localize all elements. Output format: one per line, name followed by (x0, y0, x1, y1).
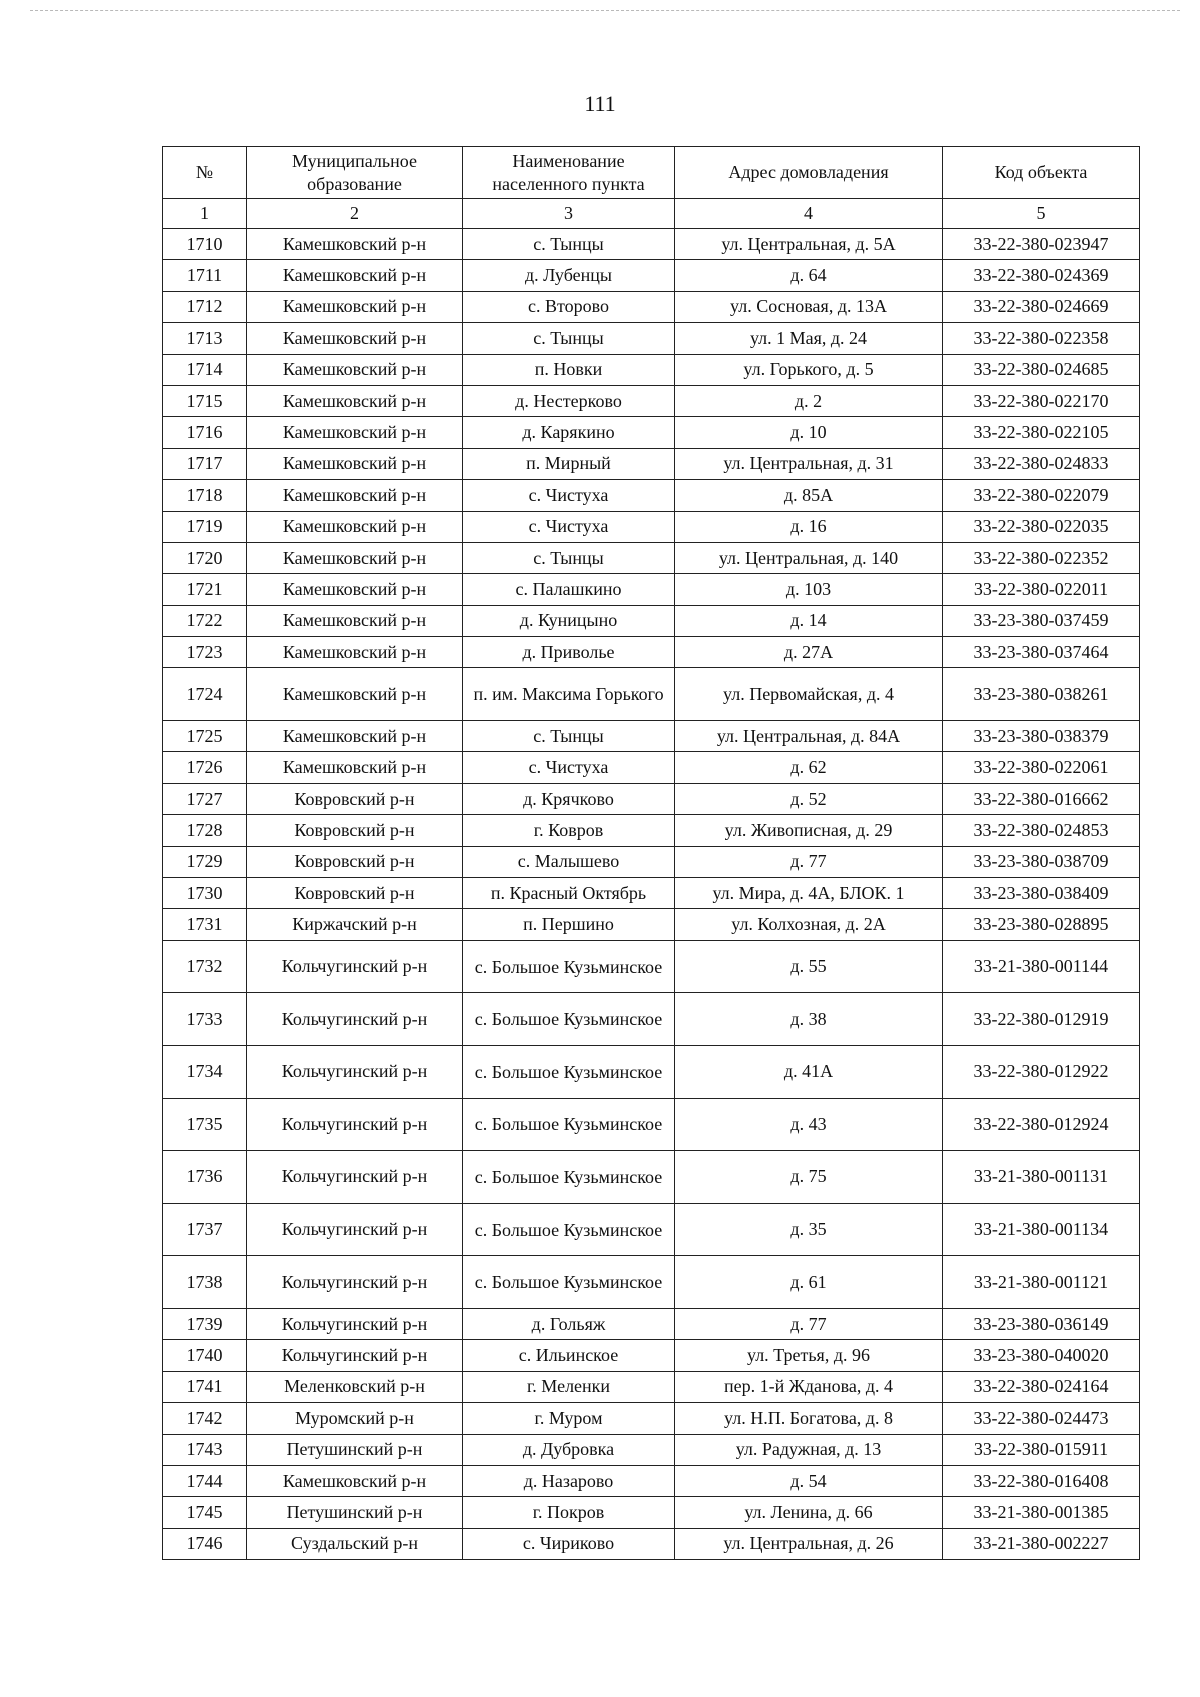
row-number: 1714 (163, 354, 247, 385)
table-row (163, 1151, 1140, 1204)
address-cell: д. 54 (675, 1465, 943, 1496)
settlement-cell: п. Першино (463, 909, 675, 940)
row-number: 1727 (163, 783, 247, 814)
table-row (163, 721, 1140, 752)
municipality-cell: Кольчугинский р-н (247, 1098, 463, 1151)
object-code-cell: 33-22-380-012924 (943, 1098, 1140, 1151)
settlement-cell: с. Палашкино (463, 574, 675, 605)
municipality-cell: Камешковский р-н (247, 605, 463, 636)
municipality-cell: Кольчугинский р-н (247, 993, 463, 1046)
row-number: 1732 (163, 940, 247, 993)
settlement-cell: с. Второво (463, 291, 675, 322)
address-cell: д. 27А (675, 637, 943, 668)
column-number: 2 (247, 199, 463, 229)
address-cell: д. 103 (675, 574, 943, 605)
header-number: № (163, 147, 247, 199)
municipality-cell: Камешковский р-н (247, 417, 463, 448)
table-row (163, 574, 1140, 605)
row-number: 1739 (163, 1308, 247, 1339)
settlement-cell: с. Тынцы (463, 721, 675, 752)
settlement-cell: г. Ковров (463, 815, 675, 846)
municipality-cell: Кольчугинский р-н (247, 1203, 463, 1256)
object-code-cell: 33-22-380-022061 (943, 752, 1140, 783)
table-row (163, 1098, 1140, 1151)
row-number: 1742 (163, 1403, 247, 1434)
column-number-row (163, 199, 1140, 229)
object-code-cell: 33-22-380-015911 (943, 1434, 1140, 1465)
settlement-cell: с. Большое Кузьминское (463, 1151, 675, 1204)
address-cell: пер. 1-й Жданова, д. 4 (675, 1371, 943, 1402)
row-number: 1721 (163, 574, 247, 605)
settlement-cell: с. Тынцы (463, 542, 675, 573)
object-code-cell: 33-22-380-024685 (943, 354, 1140, 385)
table-row (163, 385, 1140, 416)
row-number: 1736 (163, 1151, 247, 1204)
object-code-cell: 33-22-380-022011 (943, 574, 1140, 605)
municipality-cell: Кольчугинский р-н (247, 1045, 463, 1098)
row-number: 1711 (163, 260, 247, 291)
settlement-cell: с. Ильинское (463, 1340, 675, 1371)
settlement-cell: д. Карякино (463, 417, 675, 448)
object-code-cell: 33-23-380-028895 (943, 909, 1140, 940)
row-number: 1728 (163, 815, 247, 846)
address-cell: д. 16 (675, 511, 943, 542)
municipality-cell: Петушинский р-н (247, 1497, 463, 1528)
municipality-cell: Камешковский р-н (247, 511, 463, 542)
settlement-cell: г. Муром (463, 1403, 675, 1434)
object-code-cell: 33-23-380-037464 (943, 637, 1140, 668)
settlement-cell: д. Назарово (463, 1465, 675, 1496)
address-cell: ул. Сосновая, д. 13А (675, 291, 943, 322)
settlement-cell: п. им. Максима Горького (463, 668, 675, 721)
municipality-cell: Муромский р-н (247, 1403, 463, 1434)
address-cell: д. 52 (675, 783, 943, 814)
table-row (163, 448, 1140, 479)
address-cell: ул. Центральная, д. 5А (675, 229, 943, 260)
municipality-cell: Кольчугинский р-н (247, 940, 463, 993)
table-row (163, 637, 1140, 668)
table-row (163, 323, 1140, 354)
scan-edge-line (30, 10, 1180, 11)
object-code-cell: 33-21-380-001134 (943, 1203, 1140, 1256)
address-cell: ул. Третья, д. 96 (675, 1340, 943, 1371)
settlement-cell: д. Приволье (463, 637, 675, 668)
row-number: 1719 (163, 511, 247, 542)
municipality-cell: Камешковский р-н (247, 542, 463, 573)
object-code-cell: 33-23-380-038709 (943, 846, 1140, 877)
address-cell: ул. Центральная, д. 84А (675, 721, 943, 752)
row-number: 1723 (163, 637, 247, 668)
table-row (163, 229, 1140, 260)
address-cell: ул. Колхозная, д. 2А (675, 909, 943, 940)
address-cell: ул. 1 Мая, д. 24 (675, 323, 943, 354)
address-cell: д. 43 (675, 1098, 943, 1151)
registry-table (162, 146, 1140, 1560)
settlement-cell: д. Куницыно (463, 605, 675, 636)
settlement-cell: д. Лубенцы (463, 260, 675, 291)
municipality-cell: Меленковский р-н (247, 1371, 463, 1402)
municipality-cell: Камешковский р-н (247, 752, 463, 783)
municipality-cell: Камешковский р-н (247, 721, 463, 752)
table-row (163, 1308, 1140, 1339)
row-number: 1735 (163, 1098, 247, 1151)
address-cell: ул. Центральная, д. 140 (675, 542, 943, 573)
table-row (163, 1045, 1140, 1098)
municipality-cell: Кольчугинский р-н (247, 1308, 463, 1339)
settlement-cell: с. Чистуха (463, 752, 675, 783)
address-cell: д. 55 (675, 940, 943, 993)
address-cell: д. 38 (675, 993, 943, 1046)
object-code-cell: 33-22-380-024473 (943, 1403, 1140, 1434)
table-row (163, 1371, 1140, 1402)
settlement-cell: п. Мирный (463, 448, 675, 479)
municipality-cell: Петушинский р-н (247, 1434, 463, 1465)
table-row (163, 480, 1140, 511)
page-number: 111 (584, 91, 616, 116)
row-number: 1740 (163, 1340, 247, 1371)
row-number: 1710 (163, 229, 247, 260)
settlement-cell: д. Гольяж (463, 1308, 675, 1339)
table-row (163, 752, 1140, 783)
row-number: 1737 (163, 1203, 247, 1256)
object-code-cell: 33-23-380-038409 (943, 878, 1140, 909)
object-code-cell: 33-22-380-012919 (943, 993, 1140, 1046)
row-number: 1720 (163, 542, 247, 573)
settlement-cell: с. Тынцы (463, 229, 675, 260)
municipality-cell: Киржачский р-н (247, 909, 463, 940)
column-number: 1 (163, 199, 247, 229)
table-row (163, 1256, 1140, 1309)
object-code-cell: 33-22-380-016408 (943, 1465, 1140, 1496)
object-code-cell: 33-21-380-001144 (943, 940, 1140, 993)
address-cell: д. 14 (675, 605, 943, 636)
object-code-cell: 33-23-380-037459 (943, 605, 1140, 636)
object-code-cell: 33-22-380-024853 (943, 815, 1140, 846)
row-number: 1717 (163, 448, 247, 479)
settlement-cell: с. Чириково (463, 1528, 675, 1559)
table-row (163, 878, 1140, 909)
object-code-cell: 33-23-380-040020 (943, 1340, 1140, 1371)
row-number: 1746 (163, 1528, 247, 1559)
table-row (163, 511, 1140, 542)
address-cell: ул. Н.П. Богатова, д. 8 (675, 1403, 943, 1434)
object-code-cell: 33-22-380-022035 (943, 511, 1140, 542)
address-cell: ул. Мира, д. 4А, БЛОК. 1 (675, 878, 943, 909)
table-row (163, 1528, 1140, 1559)
address-cell: ул. Горького, д. 5 (675, 354, 943, 385)
table-row (163, 354, 1140, 385)
row-number: 1726 (163, 752, 247, 783)
row-number: 1716 (163, 417, 247, 448)
municipality-cell: Кольчугинский р-н (247, 1340, 463, 1371)
municipality-cell: Ковровский р-н (247, 846, 463, 877)
object-code-cell: 33-21-380-002227 (943, 1528, 1140, 1559)
header-settlement: Наименование населенного пункта (463, 147, 675, 199)
table-body (163, 229, 1140, 1560)
address-cell: д. 75 (675, 1151, 943, 1204)
object-code-cell: 33-22-380-022358 (943, 323, 1140, 354)
address-cell: ул. Радужная, д. 13 (675, 1434, 943, 1465)
object-code-cell: 33-21-380-001385 (943, 1497, 1140, 1528)
object-code-cell: 33-22-380-012922 (943, 1045, 1140, 1098)
address-cell: д. 77 (675, 1308, 943, 1339)
object-code-cell: 33-22-380-024369 (943, 260, 1140, 291)
municipality-cell: Камешковский р-н (247, 354, 463, 385)
row-number: 1718 (163, 480, 247, 511)
settlement-cell: г. Меленки (463, 1371, 675, 1402)
object-code-cell: 33-22-380-024833 (943, 448, 1140, 479)
municipality-cell: Камешковский р-н (247, 480, 463, 511)
address-cell: д. 62 (675, 752, 943, 783)
header-address: Адрес домовладения (675, 147, 943, 199)
table-row (163, 1340, 1140, 1371)
row-number: 1744 (163, 1465, 247, 1496)
settlement-cell: с. Большое Кузьминское (463, 993, 675, 1046)
table-row (163, 291, 1140, 322)
municipality-cell: Камешковский р-н (247, 1465, 463, 1496)
settlement-cell: с. Большое Кузьминское (463, 940, 675, 993)
row-number: 1722 (163, 605, 247, 636)
table-row (163, 909, 1140, 940)
header-object-code: Код объекта (943, 147, 1140, 199)
settlement-cell: г. Покров (463, 1497, 675, 1528)
settlement-cell: п. Новки (463, 354, 675, 385)
municipality-cell: Камешковский р-н (247, 229, 463, 260)
table-row (163, 993, 1140, 1046)
settlement-cell: с. Чистуха (463, 480, 675, 511)
table-row (163, 1465, 1140, 1496)
municipality-cell: Ковровский р-н (247, 783, 463, 814)
object-code-cell: 33-22-380-024164 (943, 1371, 1140, 1402)
row-number: 1738 (163, 1256, 247, 1309)
address-cell: д. 77 (675, 846, 943, 877)
column-number: 3 (463, 199, 675, 229)
settlement-cell: с. Большое Кузьминское (463, 1098, 675, 1151)
settlement-cell: с. Большое Кузьминское (463, 1203, 675, 1256)
municipality-cell: Ковровский р-н (247, 815, 463, 846)
municipality-cell: Камешковский р-н (247, 385, 463, 416)
object-code-cell: 33-21-380-001121 (943, 1256, 1140, 1309)
settlement-cell: с. Большое Кузьминское (463, 1256, 675, 1309)
municipality-cell: Кольчугинский р-н (247, 1151, 463, 1204)
settlement-cell: с. Большое Кузьминское (463, 1045, 675, 1098)
address-cell: д. 10 (675, 417, 943, 448)
object-code-cell: 33-23-380-038379 (943, 721, 1140, 752)
municipality-cell: Камешковский р-н (247, 637, 463, 668)
object-code-cell: 33-22-380-024669 (943, 291, 1140, 322)
settlement-cell: д. Нестерково (463, 385, 675, 416)
row-number: 1724 (163, 668, 247, 721)
object-code-cell: 33-22-380-022079 (943, 480, 1140, 511)
address-cell: ул. Первомайская, д. 4 (675, 668, 943, 721)
object-code-cell: 33-22-380-022352 (943, 542, 1140, 573)
address-cell: ул. Центральная, д. 31 (675, 448, 943, 479)
object-code-cell: 33-21-380-001131 (943, 1151, 1140, 1204)
row-number: 1712 (163, 291, 247, 322)
table-row (163, 940, 1140, 993)
row-number: 1741 (163, 1371, 247, 1402)
table-row (163, 1403, 1140, 1434)
object-code-cell: 33-22-380-022170 (943, 385, 1140, 416)
object-code-cell: 33-22-380-016662 (943, 783, 1140, 814)
table-row (163, 605, 1140, 636)
row-number: 1734 (163, 1045, 247, 1098)
row-number: 1715 (163, 385, 247, 416)
row-number: 1713 (163, 323, 247, 354)
header-municipality: Муниципальное образование (247, 147, 463, 199)
row-number: 1743 (163, 1434, 247, 1465)
settlement-cell: с. Тынцы (463, 323, 675, 354)
object-code-cell: 33-23-380-036149 (943, 1308, 1140, 1339)
table-header-row (163, 147, 1140, 199)
address-cell: д. 35 (675, 1203, 943, 1256)
row-number: 1730 (163, 878, 247, 909)
table-row (163, 260, 1140, 291)
row-number: 1745 (163, 1497, 247, 1528)
row-number: 1729 (163, 846, 247, 877)
row-number: 1733 (163, 993, 247, 1046)
settlement-cell: д. Крячково (463, 783, 675, 814)
table-row (163, 846, 1140, 877)
address-cell: д. 41А (675, 1045, 943, 1098)
table-row (163, 1434, 1140, 1465)
table-row (163, 815, 1140, 846)
object-code-cell: 33-22-380-023947 (943, 229, 1140, 260)
table-row (163, 783, 1140, 814)
municipality-cell: Камешковский р-н (247, 291, 463, 322)
municipality-cell: Камешковский р-н (247, 448, 463, 479)
address-cell: д. 2 (675, 385, 943, 416)
municipality-cell: Ковровский р-н (247, 878, 463, 909)
column-number: 5 (943, 199, 1140, 229)
address-cell: д. 61 (675, 1256, 943, 1309)
municipality-cell: Камешковский р-н (247, 668, 463, 721)
municipality-cell: Суздальский р-н (247, 1528, 463, 1559)
object-code-cell: 33-23-380-038261 (943, 668, 1140, 721)
row-number: 1731 (163, 909, 247, 940)
settlement-cell: с. Малышево (463, 846, 675, 877)
address-cell: ул. Ленина, д. 66 (675, 1497, 943, 1528)
address-cell: д. 85А (675, 480, 943, 511)
address-cell: д. 64 (675, 260, 943, 291)
municipality-cell: Кольчугинский р-н (247, 1256, 463, 1309)
settlement-cell: п. Красный Октябрь (463, 878, 675, 909)
row-number: 1725 (163, 721, 247, 752)
table-row (163, 542, 1140, 573)
table-row (163, 1203, 1140, 1256)
address-cell: ул. Живописная, д. 29 (675, 815, 943, 846)
column-number: 4 (675, 199, 943, 229)
settlement-cell: с. Чистуха (463, 511, 675, 542)
object-code-cell: 33-22-380-022105 (943, 417, 1140, 448)
address-cell: ул. Центральная, д. 26 (675, 1528, 943, 1559)
municipality-cell: Камешковский р-н (247, 574, 463, 605)
settlement-cell: д. Дубровка (463, 1434, 675, 1465)
table-row (163, 1497, 1140, 1528)
municipality-cell: Камешковский р-н (247, 323, 463, 354)
table-row (163, 668, 1140, 721)
table-row (163, 417, 1140, 448)
municipality-cell: Камешковский р-н (247, 260, 463, 291)
